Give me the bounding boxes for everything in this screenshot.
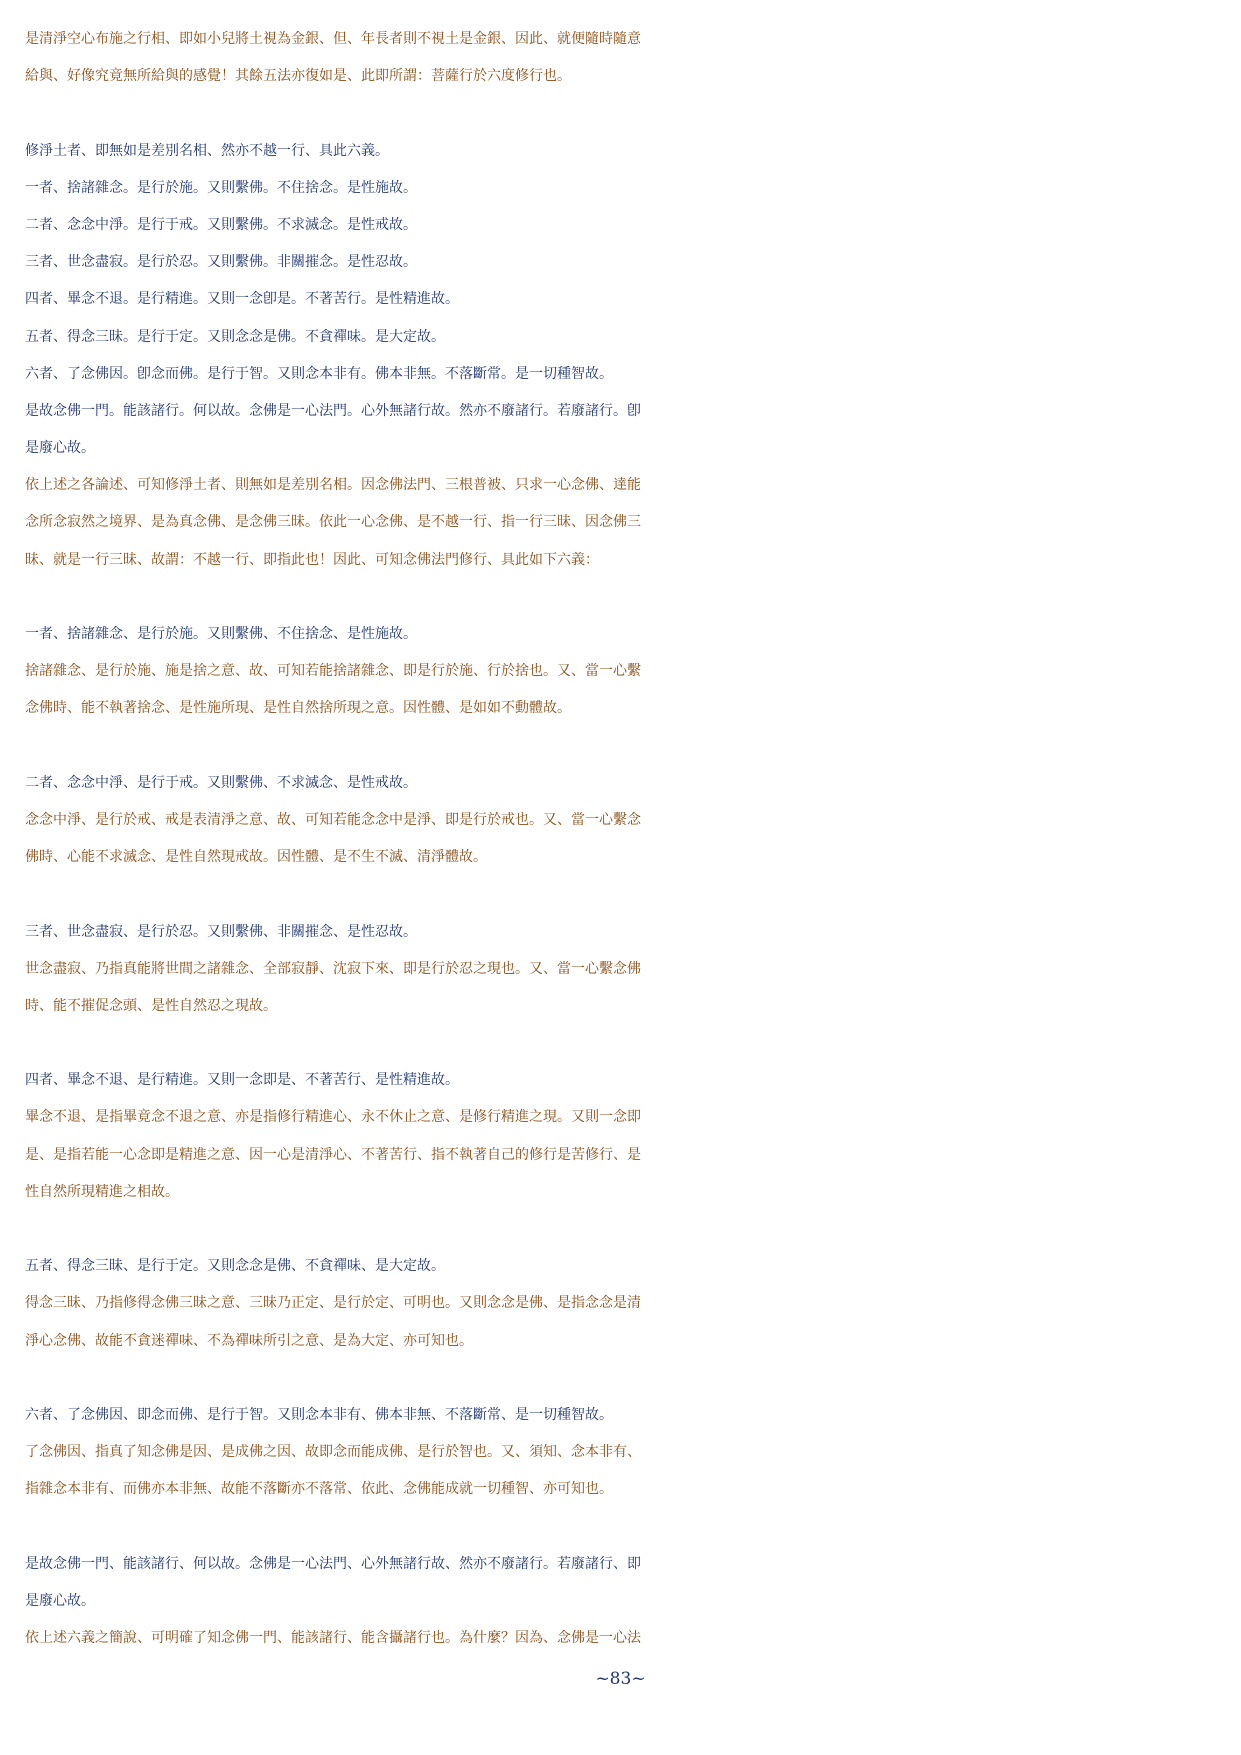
text-line: 了念佛因、指真了知念佛是因、是成佛之因、故即念而能成佛、是行於智也。又、須知、念本非有、: [25, 1444, 641, 1461]
text-line: 淨心念佛、故能不貪迷禪味、不為禪味所引之意、是為大定、亦可知也。: [25, 1332, 473, 1349]
text-line: 四者、畢念不退。是行精進。又則一念卽是。不著苦行。是性精進故。: [25, 291, 459, 308]
paragraph: [25, 616, 1225, 653]
section-heading: 二者、念念中淨、是行于戒。又則繫佛、不求滅念、是性戒故。: [25, 774, 417, 791]
section-heading: 一者、捨諸雜念、是行於施。又則繫佛、不住捨念、是性施故。: [25, 626, 417, 642]
text-line: 指雜念本非有、而佛亦本非無、故能不落斷亦不落常、依此、念佛能成就一切種智、亦可知也。: [25, 1481, 613, 1498]
text-line: 是廢心故。: [25, 440, 95, 457]
paragraph: [25, 1062, 1225, 1099]
text-line: 得念三昧、乃指修得念佛三昧之意、三昧乃正定、是行於定、可明也。又則念念是佛、是指念念是清: [25, 1295, 641, 1312]
paragraph-gap: [25, 728, 1225, 765]
text-line: 昧、就是一行三昧、故謂：不越一行、即指此也！因此、可知念佛法門修行、具此如下六義：: [25, 551, 599, 568]
text-line: 修淨土者、即無如是差別名相、然亦不越一行、具此六義。: [25, 142, 389, 159]
paragraph: [25, 1099, 1225, 1211]
paragraph: [25, 765, 1225, 802]
text-line: 二者、念念中淨。是行于戒。又則繫佛。不求滅念。是性戒故。: [25, 216, 417, 233]
text-line: 是廢心故。: [25, 1592, 95, 1609]
paragraph: [25, 1434, 1225, 1508]
paragraph: [25, 1248, 1225, 1285]
text-line: 佛時、心能不求滅念、是性自然現戒故。因性體、是不生不滅、清淨體故。: [25, 849, 487, 866]
text-line: 時、能不摧促念頭、是性自然忍之現故。: [25, 997, 277, 1014]
text-line: 依上述六義之簡說、可明確了知念佛一門、能該諸行、能含攝諸行也。為什麼？因為、念佛是一心法: [25, 1630, 641, 1647]
paragraph: [25, 467, 1225, 579]
text-line: 畢念不退、是指畢竟念不退之意、亦是指修行精進心、永不休止之意、是修行精進之現。又則一念即: [25, 1109, 641, 1126]
text-line: 是清淨空心布施之行相、即如小兒將土視為金銀、但、年長者則不視土是金銀、因此、就便隨時隨意: [25, 31, 641, 47]
paragraph: [25, 1285, 1225, 1359]
document-body: [25, 21, 1225, 1657]
section-heading: 五者、得念三昧、是行于定。又則念念是佛、不貪禪味、是大定故。: [25, 1258, 445, 1275]
text-line: 是故念佛一門。能該諸行。何以故。念佛是一心法門。心外無諸行故。然亦不廢諸行。若廢諸行。卽: [25, 402, 641, 419]
paragraph-gap: [25, 876, 1225, 913]
paragraph-gap: [25, 95, 1225, 132]
text-line: 念佛時、能不執著捨念、是性施所現、是性自然捨所現之意。因性體、是如如不動體故。: [25, 700, 571, 717]
page-number: ~83~: [595, 1669, 646, 1689]
paragraph: [25, 133, 1225, 468]
text-line: 性自然所現精進之相故。: [25, 1183, 179, 1200]
text-line: 六者、了念佛因。卽念而佛。是行于智。又則念本非有。佛本非無。不落斷常。是一切種智故。: [25, 365, 613, 382]
paragraph: [25, 1620, 1225, 1657]
paragraph: [25, 1546, 1225, 1620]
text-line: 捨諸雜念、是行於施、施是捨之意、故、可知若能捨諸雜念、即是行於施、行於捨也。又、當一心繫: [25, 663, 641, 680]
paragraph-gap: [25, 1509, 1225, 1546]
text-line: 一者、捨諸雜念。是行於施。又則繫佛。不住捨念。是性施故。: [25, 179, 417, 196]
paragraph: [25, 21, 1225, 95]
paragraph: [25, 951, 1225, 1025]
paragraph-gap: [25, 1025, 1225, 1062]
section-heading: 六者、了念佛因、即念而佛、是行于智。又則念本非有、佛本非無、不落斷常、是一切種智故。: [25, 1406, 613, 1423]
text-line: 世念盡寂、乃指真能將世間之諸雜念、全部寂靜、沈寂下來、即是行於忍之現也。又、當一心繫念佛: [25, 960, 641, 977]
text-line: 五者、得念三昧。是行于定。又則念念是佛。不貪禪味。是大定故。: [25, 328, 445, 345]
paragraph: [25, 1397, 1225, 1434]
paragraph: [25, 653, 1225, 727]
text-line: 給與、好像究竟無所給與的感覺！其餘五法亦復如是、此即所謂：菩薩行於六度修行也。: [25, 68, 571, 85]
section-heading: 三者、世念盡寂、是行於忍。又則繫佛、非關摧念、是性忍故。: [25, 923, 417, 940]
section-heading: 四者、畢念不退、是行精進。又則一念即是、不著苦行、是性精進故。: [25, 1072, 459, 1089]
paragraph-gap: [25, 579, 1225, 616]
text-line: 念所念寂然之境界、是為真念佛、是念佛三昧。依此一心念佛、是不越一行、指一行三昧、因念佛三: [25, 514, 641, 531]
paragraph-gap: [25, 1360, 1225, 1397]
paragraph-gap: [25, 1211, 1225, 1248]
text-line: 依上述之各論述、可知修淨土者、則無如是差別名相。因念佛法門、三根普被、只求一心念佛、達能: [25, 477, 641, 494]
paragraph: [25, 802, 1225, 876]
paragraph: [25, 914, 1225, 951]
text-line: 三者、世念盡寂。是行於忍。又則繫佛。非關摧念。是性忍故。: [25, 254, 417, 271]
text-line: 念念中淨、是行於戒、戒是表清淨之意、故、可知若能念念中是淨、即是行於戒也。又、當一心繫念: [25, 811, 641, 828]
text-line: 是故念佛一門、能該諸行、何以故。念佛是一心法門、心外無諸行故、然亦不廢諸行。若廢諸行、即: [25, 1555, 641, 1572]
text-line: 是、是指若能一心念即是精進之意、因一心是清淨心、不著苦行、指不執著自己的修行是苦修行、是: [25, 1146, 641, 1163]
